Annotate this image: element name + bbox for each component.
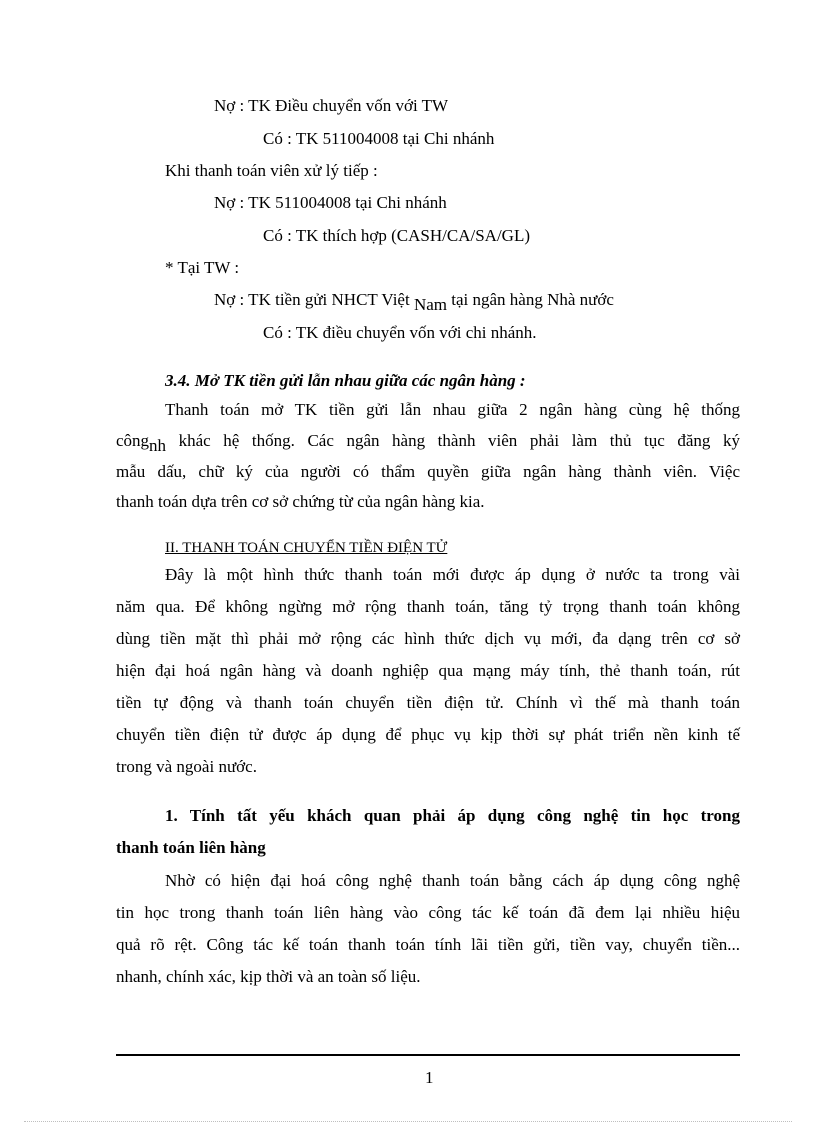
paragraph-line: tiền tự động và thanh toán chuyển tiền điện tử. Chính vì thế mà thanh toán (116, 693, 740, 712)
section-heading-cont: thanh toán liên hàng (116, 838, 266, 857)
teller-intro: Khi thanh toán viên xử lý tiếp : (165, 161, 378, 180)
paragraph-line: trong và ngoài nước. (116, 757, 257, 776)
debit-deposit-subscript: Nam (413, 295, 447, 314)
entry-credit-branch: Có : TK 511004008 tại Chi nhánh (263, 129, 495, 148)
entry-debit-deposit (214, 290, 614, 314)
paragraph-line: Nhờ có hiện đại hoá công nghệ thanh toán bằng cách áp dụng công nghệ (165, 871, 740, 890)
line-text-b: khác hệ thống. Các ngân hàng thành viên phải làm thủ tục đăng ký (178, 431, 741, 450)
page-number: 1 (425, 1068, 434, 1087)
paragraph-line: nhanh, chính xác, kịp thời và an toàn số liệu. (116, 967, 421, 986)
paragraph-line: Thanh toán mở TK tiền gửi lẫn nhau giữa 2 ngân hàng cùng hệ thống (165, 400, 740, 419)
paragraph-line: năm qua. Để không ngừng mở rộng thanh toán, tăng tỷ trọng thanh toán không (116, 597, 740, 616)
debit-deposit-text-b: tại ngân hàng Nhà nước (451, 290, 614, 309)
paragraph-line: thanh toán dựa trên cơ sở chứng từ của ngân hàng kia. (116, 492, 485, 511)
footer-rule (116, 1054, 740, 1056)
paragraph-line: tin học trong thanh toán liên hàng vào công tác kế toán đã đem lại nhiều hiệu (116, 903, 740, 922)
debit-deposit-text-a: Nợ : TK tiền gửi NHCT Việt (214, 290, 410, 309)
entry-debit-branch: Nợ : TK 511004008 tại Chi nhánh (214, 193, 447, 212)
section-heading: II. THANH TOÁN CHUYỂN TIỀN ĐIỆN TỬ (165, 540, 448, 556)
paragraph-line: Đây là một hình thức thanh toán mới được áp dụng ở nước ta trong vài (165, 565, 740, 584)
line-subscript: nh (149, 436, 167, 455)
entry-credit-transfer-branch: Có : TK điều chuyển vốn với chi nhánh. (263, 323, 537, 342)
paragraph-line: chuyển tiền điện tử được áp dụng để phục vụ kịp thời sự phát triển nền kinh tế (116, 725, 740, 744)
section-heading: 1. Tính tất yếu khách quan phải áp dụng công nghệ tin học trong (165, 806, 740, 825)
paragraph-line (116, 431, 741, 455)
entry-credit-appropriate: Có : TK thích hợp (CASH/CA/SA/GL) (263, 226, 530, 245)
paragraph-line: mẫu dấu, chữ ký của người có thẩm quyền giữa ngân hàng thành viên. Việc (116, 462, 740, 481)
paragraph-line: quả rõ rệt. Công tác kế toán thanh toán tính lãi tiền gửi, tiền vay, chuyển tiền... (116, 935, 740, 954)
line-text-a: công (116, 431, 150, 450)
section-heading: 3.4. Mở TK tiền gửi lẫn nhau giữa các ngân hàng : (165, 371, 526, 390)
entry-debit-transfer: Nợ : TK Điều chuyển vốn với TW (214, 96, 449, 115)
page-break-line (24, 1121, 792, 1122)
paragraph-line: hiện đại hoá ngân hàng và doanh nghiệp qua mạng máy tính, thẻ thanh toán, rút (116, 661, 740, 680)
tw-intro: * Tại TW : (165, 258, 240, 277)
paragraph-line: dùng tiền mặt thì phải mở rộng các hình thức dịch vụ mới, đa dạng trên cơ sở (116, 629, 740, 648)
